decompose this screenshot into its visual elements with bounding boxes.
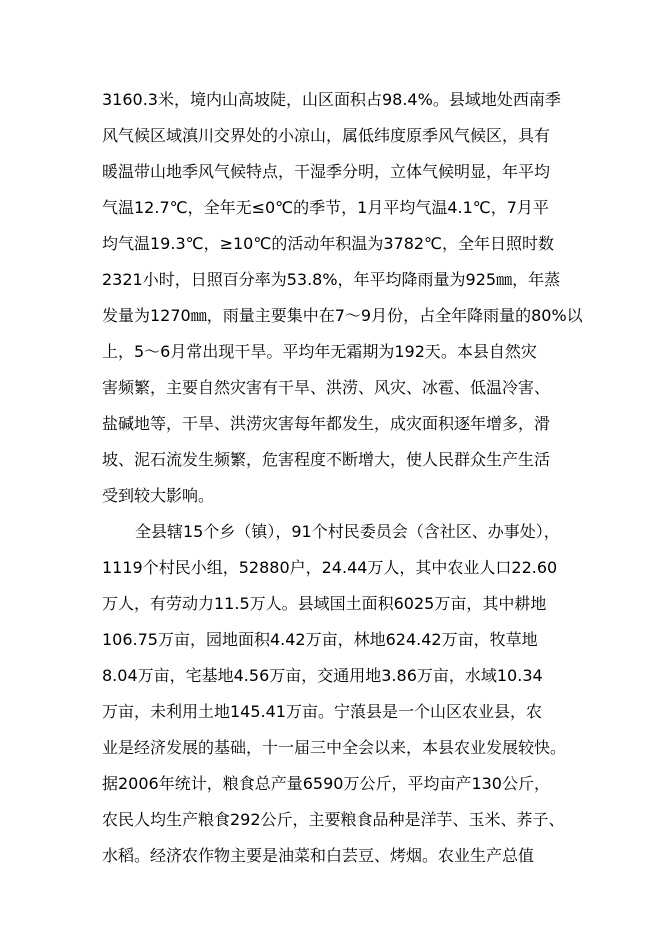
paragraph-1-line: 3160.3米，境内山高坡陡，山区面积占98.4%。县域地处西南季 <box>102 90 561 109</box>
paragraph-2-line: 据2006年统计，粮食总产量6590万公斤，平均亩产130公斤， <box>102 774 550 793</box>
paragraph-1-line: 暖温带山地季风气候特点，干湿季分明，立体气候明显，年平均 <box>102 162 551 181</box>
paragraph-1-line: 害频繁，主要自然灾害有干旱、洪涝、风灾、冰雹、低温冷害、 <box>102 378 551 397</box>
paragraph-1-line: 气温12.7℃，全年无≤0℃的季节，1月平均气温4.1℃，7月平 <box>102 198 549 217</box>
paragraph-2-line: 水稻。经济农作物主要是油菜和白芸豆、烤烟。农业生产总值 <box>102 846 535 865</box>
paragraph-2-line: 1119个村民小组，52880户，24.44万人，其中农业人口22.60 <box>102 558 558 577</box>
paragraph-1-line: 坡、泥石流发生频繁，危害程度不断增大，使人民群众生产生活 <box>102 450 551 469</box>
paragraph-1-line: 风气候区域滇川交界处的小凉山，属低纬度原季风气候区，具有 <box>102 126 551 145</box>
paragraph-1-line: 受到较大影响。 <box>102 486 215 505</box>
paragraph-1-line: 盐碱地等，干旱、洪涝灾害每年都发生，成灾面积逐年增多，滑 <box>102 414 551 433</box>
paragraph-2-line: 106.75万亩，园地面积4.42万亩，林地624.42万亩，牧草地 <box>102 630 538 649</box>
paragraph-1-line: 2321小时，日照百分率为53.8%，年平均降雨量为925㎜，年蒸 <box>102 270 561 289</box>
paragraph-2-line: 8.04万亩，宅基地4.56万亩，交通用地3.86万亩，水域10.34 <box>102 666 543 685</box>
paragraph-2-line: 全县辖15个乡（镇），91个村民委员会（含社区、办事处）， <box>135 522 560 541</box>
paragraph-1-line: 发量为1270㎜，雨量主要集中在7～9月份，占全年降雨量的80%以 <box>102 306 583 325</box>
paragraph-1-line: 上，5～6月常出现干旱。平均年无霜期为192天。本县自然灾 <box>102 342 537 361</box>
paragraph-2-line: 万亩，未利用土地145.41万亩。宁蒗县是一个山区农业县，农 <box>102 702 542 721</box>
paragraph-1-line: 均气温19.3℃，≥10℃的活动年积温为3782℃，全年日照时数 <box>102 234 555 253</box>
paragraph-2-line: 万人，有劳动力11.5万人。县域国土面积6025万亩，其中耕地 <box>102 594 547 613</box>
paragraph-2-line: 业是经济发展的基础，十一届三中全会以来，本县农业发展较快。 <box>102 738 567 757</box>
paragraph-2-line: 农民人均生产粮食292公斤，主要粮食品种是洋芋、玉米、荞子、 <box>102 810 565 829</box>
